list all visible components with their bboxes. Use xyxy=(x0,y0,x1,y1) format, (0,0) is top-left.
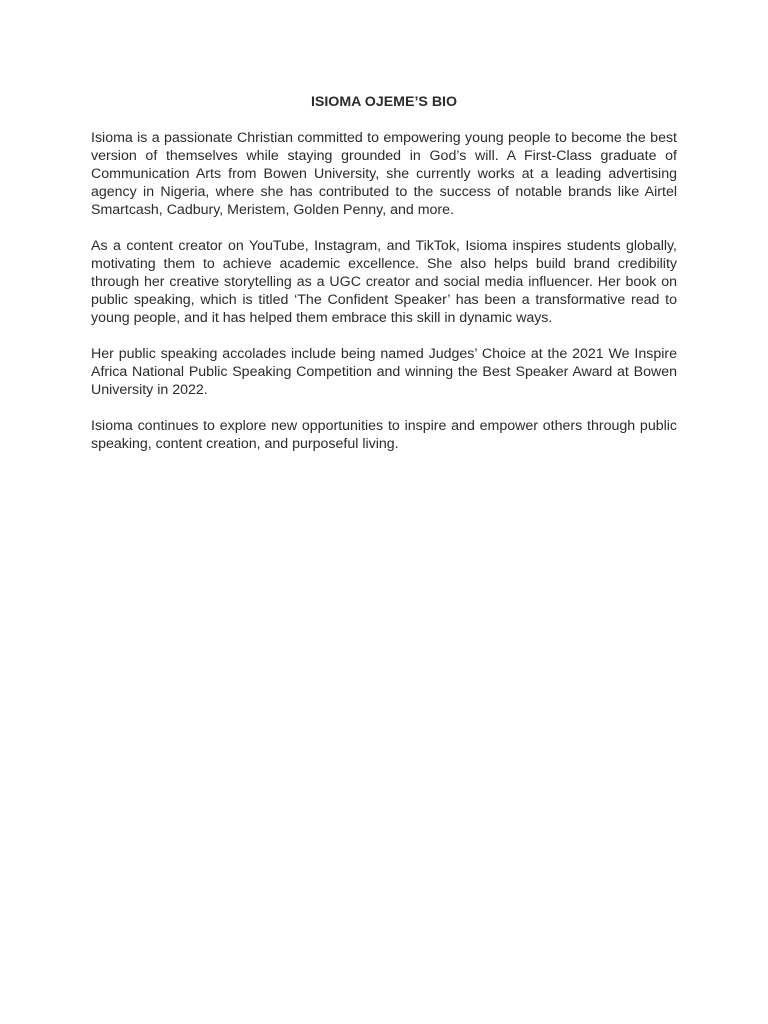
bio-paragraph-4: Isioma continues to explore new opportunities to inspire and empower others through public speaking, content creation, and purposeful living. xyxy=(91,418,677,452)
document-body xyxy=(91,93,677,471)
bio-paragraph-2: As a content creator on YouTube, Instagram, and TikTok, Isioma inspires students globally, motivating them to achieve academic excellence. She also helps build brand credibility through her creative storytelling as a UGC creator and social media influencer. Her book on public speaking, which is titled ‘The Confident Speaker’ has been a transformative read to young people, and it has helped them embrace this skill in dynamic ways. xyxy=(91,238,677,326)
bio-paragraph-1: Isioma is a passionate Christian committed to empowering young people to become the best version of themselves while staying grounded in God’s will. A First-Class graduate of Communication Arts from Bowen University, she currently works at a leading advertising agency in Nigeria, where she has contributed to the success of notable brands like Airtel Smartcash, Cadbury, Meristem, Golden Penny, and more. xyxy=(91,130,677,218)
bio-paragraph-3: Her public speaking accolades include being named Judges’ Choice at the 2021 We Inspire Africa National Public Speaking Competition and winning the Best Speaker Award at Bowen University in 2022. xyxy=(91,346,677,398)
document-title: ISIOMA OJEME’S BIO xyxy=(310,94,458,110)
